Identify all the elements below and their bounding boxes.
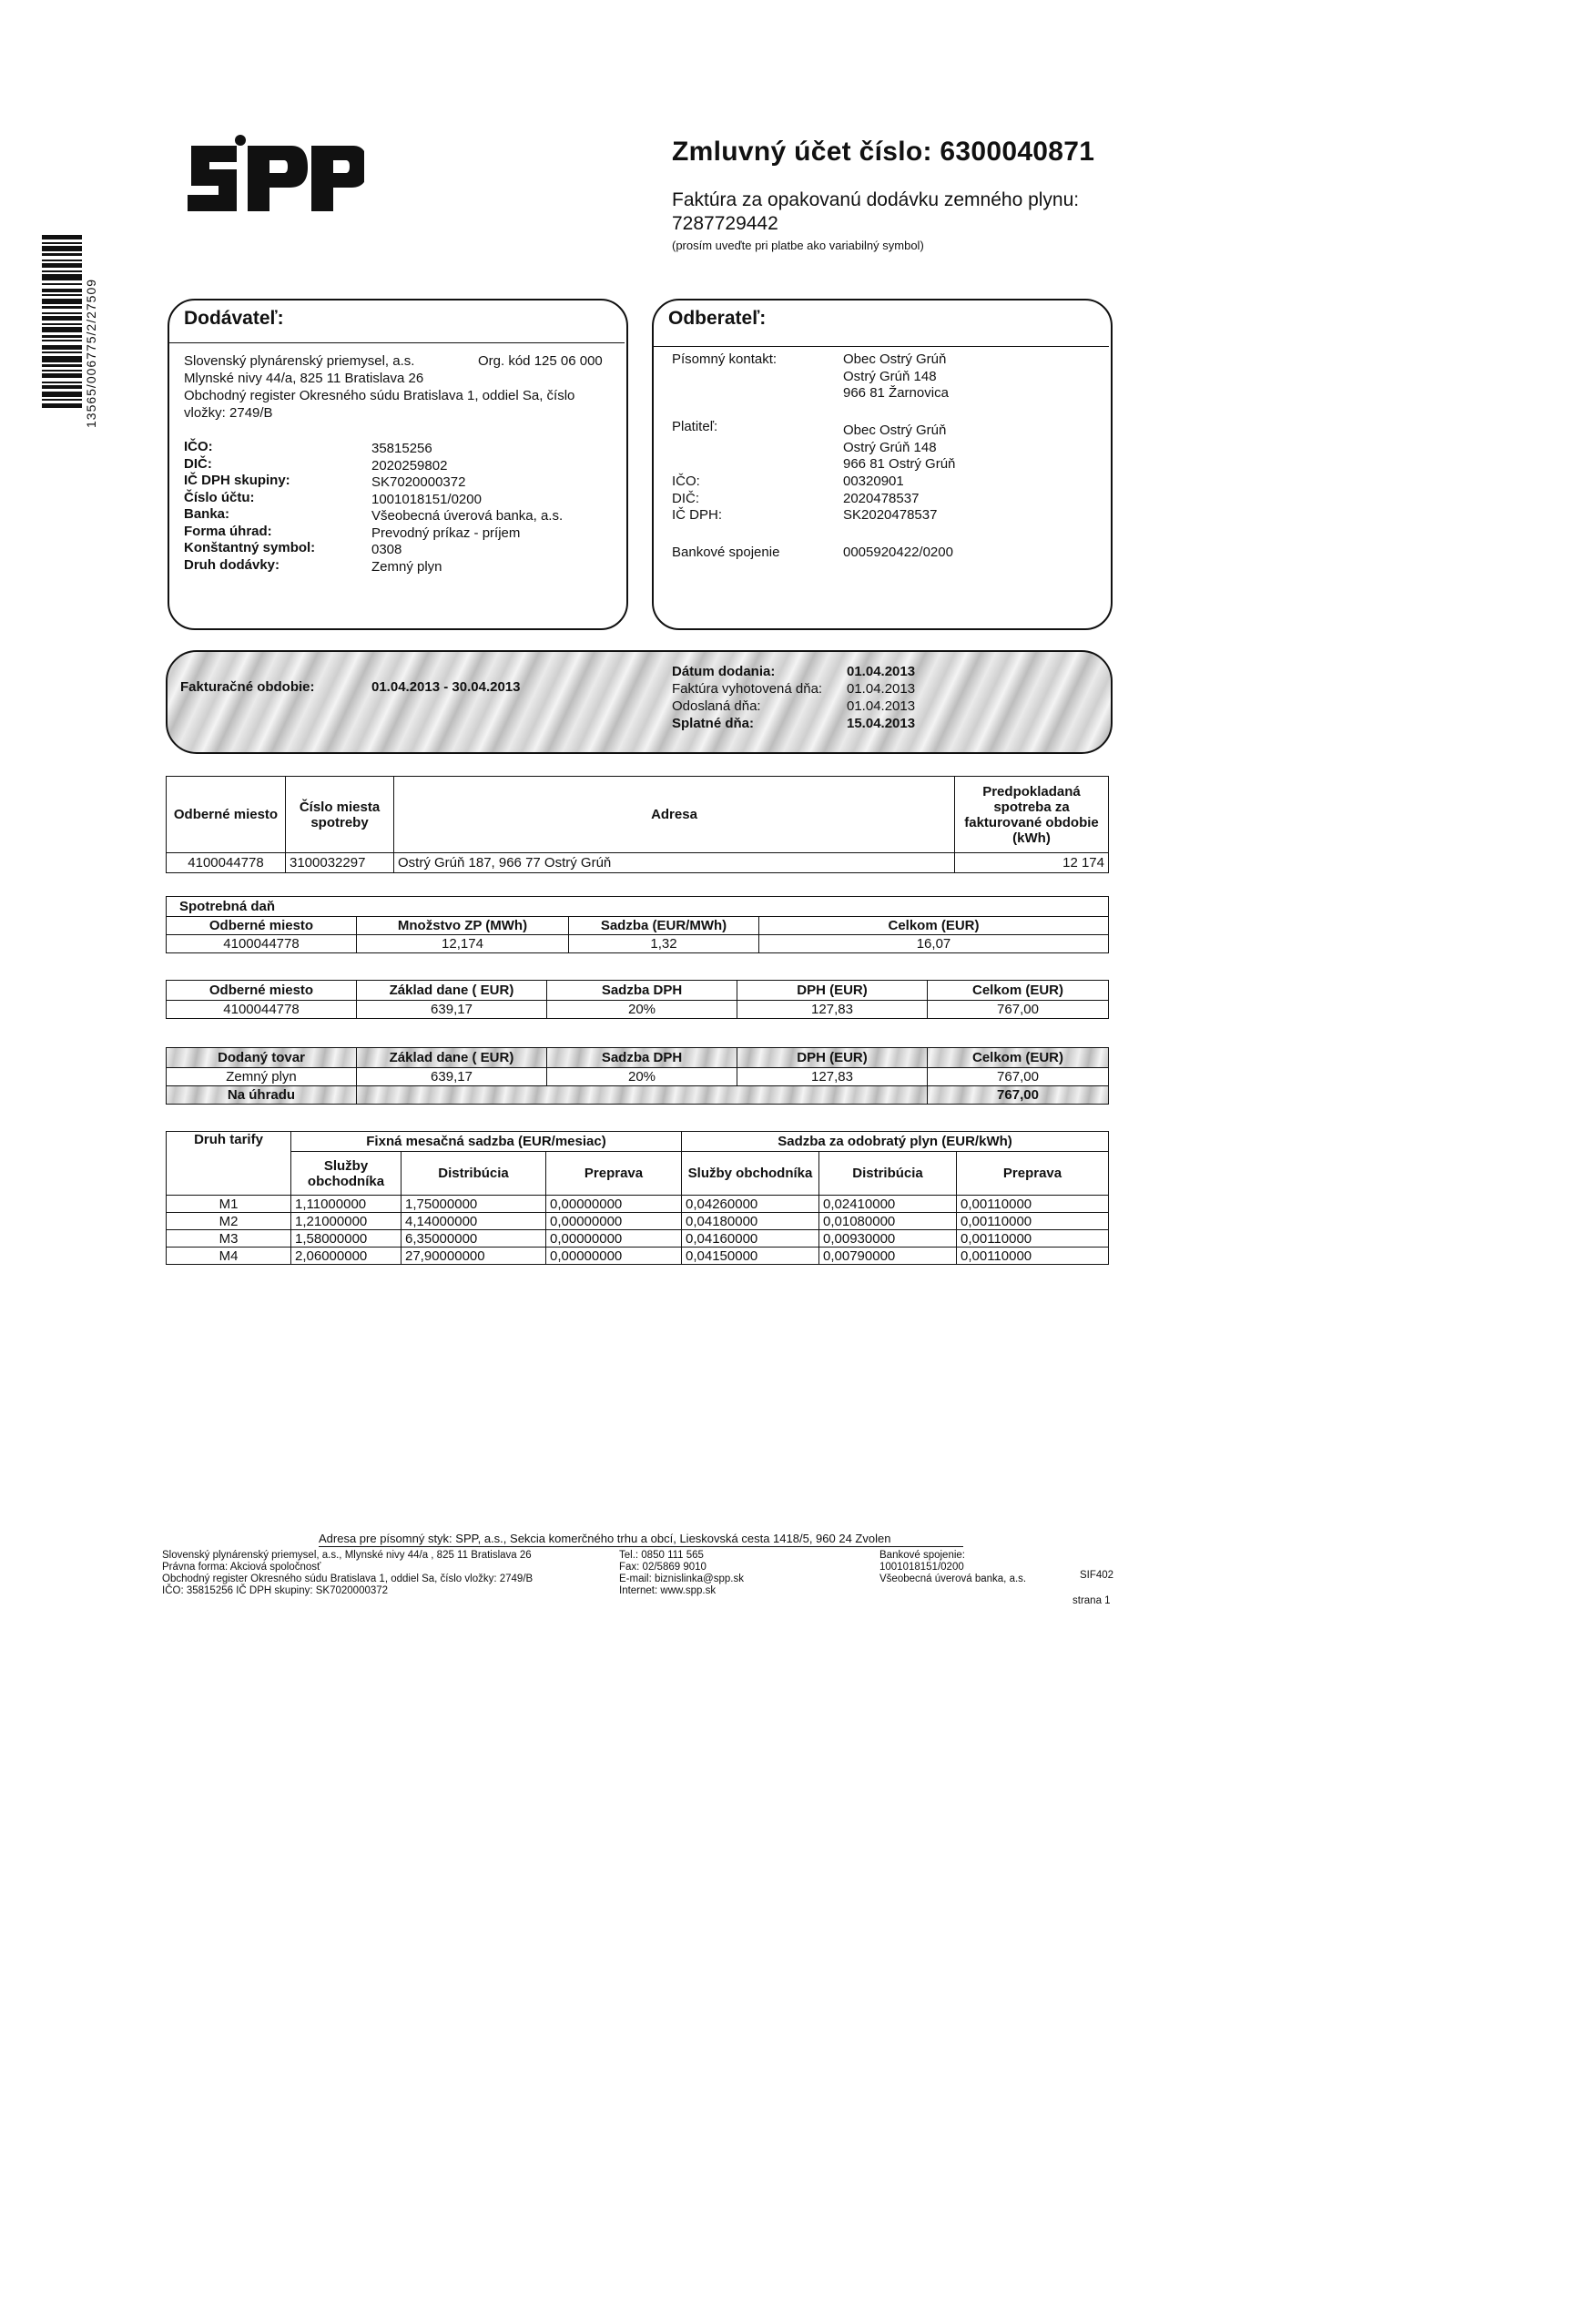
sent-label: Odoslaná dňa: (672, 698, 761, 714)
bank-account: 0005920422/0200 (843, 545, 953, 560)
sent-value: 01.04.2013 (847, 698, 916, 714)
period-label: Fakturačné obdobie: (180, 679, 315, 695)
spp-logo (182, 127, 364, 219)
table-row: 4100044778 3100032297 Ostrý Grúň 187, 966 77 Ostrý Grúň 12 174 (167, 853, 1109, 873)
payer-address: Obec Ostrý Grúň Ostrý Grúň 148 966 81 Ostrý Grúň (843, 423, 956, 472)
issued-value: 01.04.2013 (847, 681, 916, 697)
supplier-org-code: Org. kód 125 06 000 (478, 353, 603, 369)
invoice-number: 7287729442 (672, 213, 778, 234)
supplier-address: Mlynské nivy 44/a, 825 11 Bratislava 26 (184, 371, 424, 386)
table-row: M1 1,11000000 1,75000000 0,00000000 0,04260000 0,02410000 0,00110000 (167, 1196, 1109, 1213)
supplier-register-2: vložky: 2749/B (184, 405, 273, 421)
logo-text: SPP (182, 127, 185, 128)
tariff-table: Druh tarify Fixná mesačná sadzba (EUR/mesiac) Sadzba za odobratý plyn (EUR/kWh) Služby obchodníka Distribúcia Preprava Služby obchodníka Distribúcia Preprava M1 1,11000000 1,75000000 0,00000000 0,04260000 0,02410000 0,00110000 M2 1,21000000 4,14000000 0,00000000 0,04180000 0,01080000 0,00110000 M3 1,58000000 6,35000000 0,00000000 0,04160000 0,00930000 0,00110000 M4 2,06000000 27,90000000 0,00000000 0,04150000 0,00790000 0,00110000 (166, 1131, 1109, 1265)
goods-summary-table: Dodaný tovar Základ dane ( EUR) Sadzba DPH DPH (EUR) Celkom (EUR) Zemný plyn 639,17 20% 127,83 767,00 Na úhradu 767,00 (166, 1047, 1109, 1105)
due-value: 15.04.2013 (847, 716, 916, 731)
footer-bank-info: Bankové spojenie: 1001018151/0200 Všeobecná úverová banka, a.s. (879, 1550, 1027, 1584)
total-due-row: Na úhradu 767,00 (167, 1086, 1109, 1105)
barcode-number: 13565/006775/2/27509 (84, 278, 98, 428)
billing-period-banner (166, 650, 1113, 754)
excise-tax-table: Spotrebná daň Odberné miesto Množstvo ZP (MWh) Sadzba (EUR/MWh) Celkom (EUR) 4100044778 12,174 1,32 16,07 (166, 896, 1109, 953)
contact-address: Obec Ostrý Grúň Ostrý Grúň 148 966 81 Žarnovica (843, 351, 949, 401)
invoice-subtitle: Faktúra za opakovanú dodávku zemného plynu: (672, 189, 1080, 210)
footer-company-info: Slovenský plynárenský priemysel, a.s., Mlynské nivy 44/a , 825 11 Bratislava 26 Právna forma: Akciová spoločnosť Obchodný register Okresného súdu Bratislava 1, oddiel Sa, číslo vložky: 2749/B IČO: 35815256 IČ DPH skupiny: SK7020000372 (162, 1550, 534, 1596)
customer-id-labels: IČO: DIČ: IČ DPH: (672, 474, 723, 523)
payer-label: Platiteľ: (672, 419, 718, 434)
table-row: Zemný plyn 639,17 20% 127,83 767,00 (167, 1068, 1109, 1086)
supplier-heading: Dodávateľ: (184, 308, 284, 329)
vat-table: Odberné miesto Základ dane ( EUR) Sadzba DPH DPH (EUR) Celkom (EUR) 4100044778 639,17 20% 127,83 767,00 (166, 980, 1109, 1019)
customer-id-values: 00320901 2020478537 SK2020478537 (843, 474, 938, 523)
supplier-labels: IČO: DIČ: IČ DPH skupiny: Číslo účtu: Banka: Forma úhrad: Konštantný symbol: Druh dodávky: (184, 439, 316, 573)
table-row: 4100044778 639,17 20% 127,83 767,00 (167, 1001, 1109, 1019)
supplier-values: 35815256 2020259802 SK7020000372 1001018151/0200 Všeobecná úverová banka, a.s. Prevodný príkaz - príjem 0308 Zemný plyn (371, 441, 564, 575)
table-row: M3 1,58000000 6,35000000 0,00000000 0,04160000 0,00930000 0,00110000 (167, 1230, 1109, 1248)
form-code: SIF402 (1080, 1570, 1114, 1581)
customer-heading: Odberateľ: (668, 308, 767, 329)
contact-label: Písomný kontakt: (672, 351, 778, 367)
bank-label: Bankové spojenie (672, 545, 780, 560)
table-row: M4 2,06000000 27,90000000 0,00000000 0,04150000 0,00790000 0,00110000 (167, 1248, 1109, 1265)
consumption-place-table: Odberné miesto Číslo miesta spotreby Adresa Predpokladaná spotreba za fakturované obdobie (kWh) 4100044778 3100032297 Ostrý Grúň 187, 966 77 Ostrý Grúň 12 174 (166, 776, 1109, 873)
supplier-name: Slovenský plynárenský priemysel, a.s. (184, 353, 415, 369)
supplier-register: Obchodný register Okresného súdu Bratislava 1, oddiel Sa, číslo (184, 388, 575, 403)
contract-account-title: Zmluvný účet číslo: 6300040871 (672, 137, 1095, 167)
delivery-label: Dátum dodania: (672, 664, 776, 679)
table-row: M2 1,21000000 4,14000000 0,00000000 0,04180000 0,01080000 0,00110000 (167, 1213, 1109, 1230)
barcode (42, 235, 82, 472)
period-value: 01.04.2013 - 30.04.2013 (371, 679, 521, 695)
due-label: Splatné dňa: (672, 716, 755, 731)
variable-symbol-note: (prosím uveďte pri platbe ako variabilný symbol) (672, 239, 924, 252)
delivery-value: 01.04.2013 (847, 664, 916, 679)
issued-label: Faktúra vyhotovená dňa: (672, 681, 823, 697)
page-number: strana 1 (1072, 1595, 1111, 1606)
footer-postal-address: Adresa pre písomný styk: SPP, a.s., Sekcia komerčného trhu a obcí, Lieskovská cesta 1418/5, 960 24 Zvolen (319, 1532, 891, 1545)
footer-contact-info: Tel.: 0850 111 565 Fax: 02/5869 9010 E-mail: biznislinka@spp.sk Internet: www.spp.sk (619, 1550, 744, 1596)
table-row: 4100044778 12,174 1,32 16,07 (167, 935, 1109, 953)
